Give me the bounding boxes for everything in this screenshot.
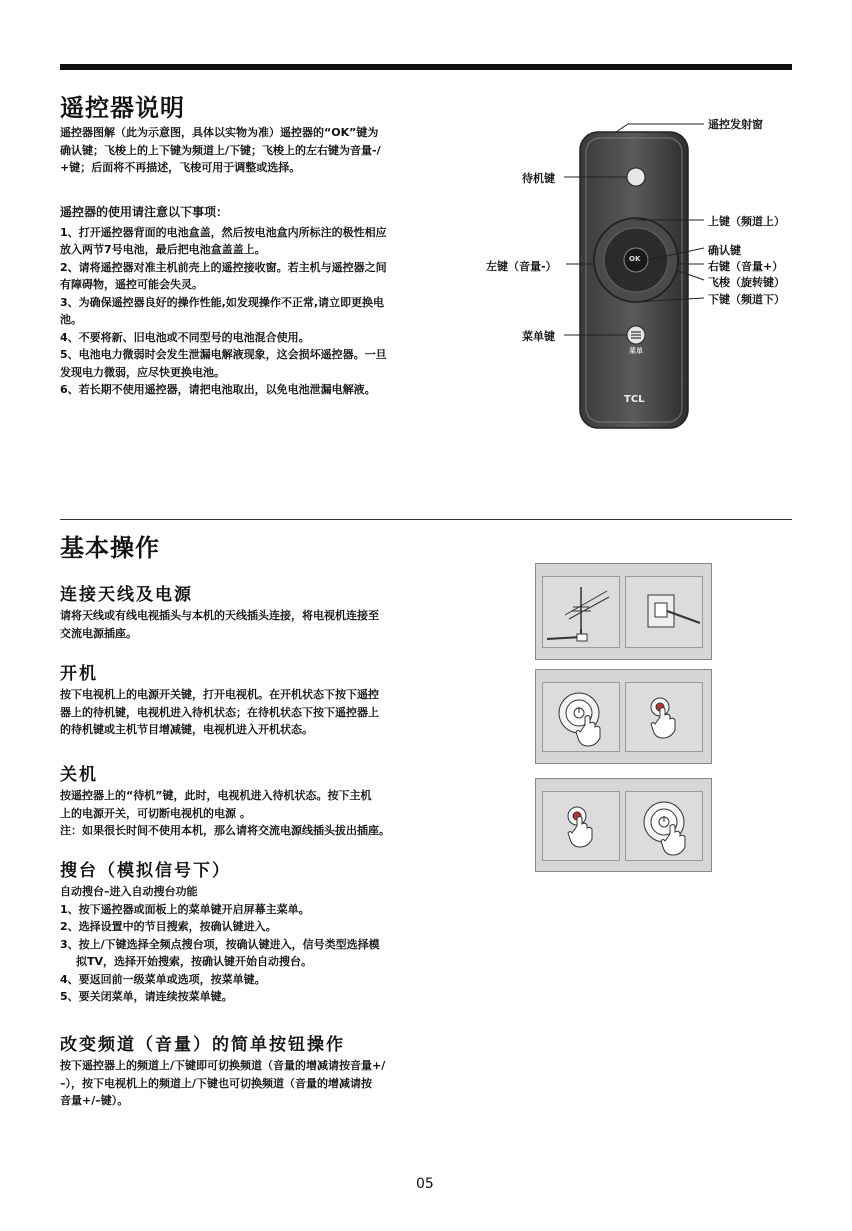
tuning-block — [60, 856, 380, 1006]
remote-note-line: 有障碍物，遥控可能会失灵。 — [60, 278, 203, 291]
remote-note-line: 1、打开遥控器背面的电池盒盖，然后按电池盒内所标注的极性相应 — [60, 225, 387, 239]
channel-heading: 改变频道（音量）的简单按钮操作 — [60, 1035, 345, 1055]
remote-intro-line: 确认键；飞梭上的上下键为频道上/下键；飞梭上的左右键为音量-/ — [60, 143, 381, 157]
tv-power-off-card — [625, 791, 703, 861]
page-number: 05 — [416, 1176, 434, 1192]
remote-standby-button-card — [625, 682, 703, 752]
remote-standby-off-icon — [543, 792, 619, 860]
power-on-line: 按下电视机上的电源开关键，打开电视机。在开机状态下按下遥控 — [60, 688, 379, 701]
remote-note-line: 6、若长期不使用遥控器，请把电池取出，以免电池泄漏电解液。 — [60, 383, 376, 396]
remote-note-line: 2、请将遥控器对准主机前壳上的遥控接收窗。若主机与遥控器之间 — [60, 260, 387, 274]
tuning-line: 5、要关闭菜单，请连续按菜单键。 — [60, 990, 233, 1003]
tv-power-off-icon — [626, 792, 702, 860]
remote-standby-off-card — [542, 791, 620, 861]
tuning-line: 拟TV，选择开始搜索，按确认键开始自动搜台。 — [76, 955, 313, 968]
remote-brand-logo: TCL — [624, 394, 645, 405]
channel-block — [60, 1030, 385, 1110]
down-key-label: 下键（频道下） — [708, 293, 785, 306]
channel-line: –），按下电视机上的频道上/下键也可切换频道（音量的增减请按 — [60, 1076, 373, 1090]
remote-intro-line: 遥控器图解（此为示意图，具体以实物为准）遥控器的“OK”键为 — [60, 126, 379, 139]
tv-power-button-card — [542, 682, 620, 752]
antenna-heading: 连接天线及电源 — [60, 585, 193, 605]
up-key-label: 上键（频道上） — [708, 215, 785, 228]
basic-section-title: 基本操作 — [60, 534, 160, 562]
jog-wheel-label: 飞梭（旋转键） — [708, 276, 785, 289]
ir-window-label: 遥控发射窗 — [708, 118, 763, 131]
ok-button-text: OK — [629, 255, 641, 263]
channel-line: 按下遥控器上的频道上/下键即可切换频道（音量的增减请按音量+/ — [60, 1059, 386, 1072]
remote-note-line: 3、为确保遥控器良好的操作性能,如发现操作不正常,请立即更换电 — [60, 295, 385, 309]
remote-notes-heading: 遥控器的使用请注意以下事项： — [60, 205, 229, 219]
left-key-label: 左键（音量-） — [486, 260, 557, 273]
antenna-card — [542, 576, 620, 648]
antenna-illustration-panel — [535, 563, 712, 660]
antenna-line: 交流电源插座。 — [60, 626, 137, 640]
menu-button-text: 菜单 — [629, 347, 643, 355]
power-on-illustration-panel — [535, 669, 712, 764]
antenna-icon — [543, 577, 619, 647]
remote-note-line: 发现电力微弱，应尽快更换电池。 — [60, 365, 225, 379]
tuning-line: 自动搜台–进入自动搜台功能 — [60, 885, 198, 898]
remote-intro-line: +键；后面将不再描述，飞梭可用于调整或选择。 — [60, 161, 301, 174]
remote-standby-button-icon — [626, 683, 702, 751]
tv-power-button-icon — [543, 683, 619, 751]
remote-note-line: 5、电池电力微弱时会发生泄漏电解液现象，这会损坏遥控器。一旦 — [60, 348, 387, 361]
power-off-line: 上的电源开关，可切断电视机的电源 。 — [60, 806, 251, 820]
tuning-heading: 搜台（模拟信号下） — [60, 861, 231, 881]
section-divider — [60, 519, 792, 520]
remote-note-line: 池。 — [60, 313, 82, 326]
right-key-label: 右键（音量+） — [708, 260, 784, 273]
menu-key-label: 菜单键 — [522, 330, 555, 343]
power-on-heading: 开机 — [60, 664, 98, 684]
top-rule — [60, 64, 792, 70]
remote-diagram — [486, 118, 806, 438]
tuning-line: 3、按上/下键选择全频点搜台项，按确认键进入，信号类型选择模 — [60, 937, 380, 951]
power-on-block — [60, 659, 379, 739]
standby-key-label: 待机键 — [522, 172, 555, 185]
channel-line: 音量+/–键）。 — [60, 1094, 129, 1107]
power-on-line: 器上的待机键，电视机进入待机状态；在待机状态下按下遥控器上 — [60, 705, 379, 719]
confirm-key-label: 确认键 — [708, 244, 741, 257]
power-off-heading: 关机 — [60, 765, 98, 785]
remote-notes — [60, 204, 387, 399]
remote-section-title: 遥控器说明 — [60, 94, 185, 122]
tuning-line: 2、选择设置中的节目搜索，按确认键进入。 — [60, 920, 277, 933]
remote-intro — [60, 124, 381, 177]
wall-socket-icon — [626, 577, 702, 647]
power-on-line: 的待机键或主机节目增减键，电视机进入开机状态。 — [60, 723, 313, 736]
power-off-illustration-panel — [535, 778, 712, 872]
antenna-line: 请将天线或有线电视插头与本机的天线插头连接，将电视机连接至 — [60, 609, 379, 622]
tuning-line: 4、要返回前一级菜单或选项，按菜单键。 — [60, 972, 266, 986]
remote-note-line: 4、不要将新、旧电池或不同型号的电池混合使用。 — [60, 330, 310, 344]
remote-note-line: 放入两节7号电池，最后把电池盒盖盖上。 — [60, 243, 266, 256]
power-off-line: 注：如果很长时间不使用本机，那么请将交流电源线插头拔出插座。 — [60, 824, 390, 837]
socket-card — [625, 576, 703, 648]
antenna-block — [60, 580, 379, 642]
power-off-block — [60, 760, 390, 840]
tuning-line: 1、按下遥控器或面板上的菜单键开启屏幕主菜单。 — [60, 902, 310, 916]
power-off-line: 按遥控器上的“待机”键，此时，电视机进入待机状态。按下主机 — [60, 789, 372, 802]
